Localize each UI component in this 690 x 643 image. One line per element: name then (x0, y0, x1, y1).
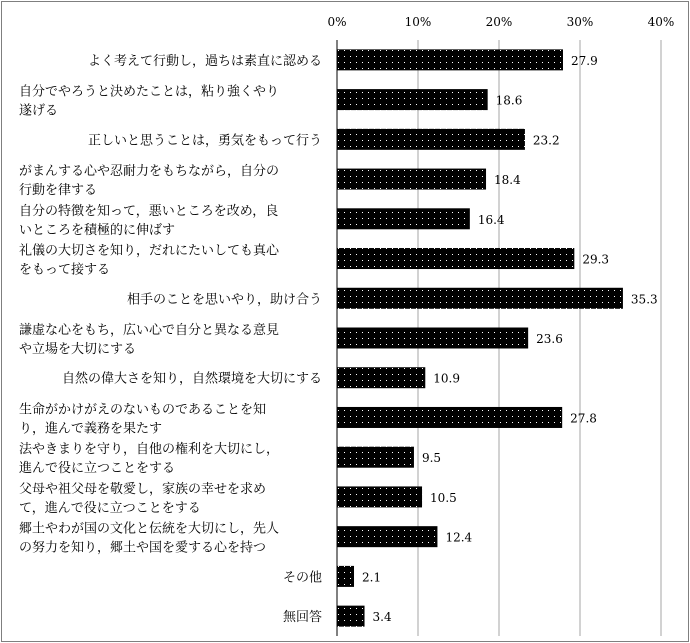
value-label-1: 18.6 (495, 93, 523, 108)
value-label-13: 2.1 (362, 570, 382, 585)
x-axis-ticks (327, 15, 674, 29)
value-label-12: 12.4 (445, 530, 473, 545)
category-label-13 (283, 570, 322, 585)
category-label-7-line-1: や立場を大切にする (19, 342, 137, 357)
category-label-13-line-0: その他 (282, 570, 322, 586)
category-label-14 (283, 610, 322, 625)
category-label-14-line-0: 無回答 (282, 610, 322, 626)
value-label-14: 3.4 (372, 610, 392, 625)
category-label-1 (19, 84, 279, 119)
value-label-7: 23.6 (536, 332, 563, 346)
bar-4 (337, 208, 470, 229)
bar-0 (337, 49, 563, 70)
category-label-5 (19, 243, 280, 278)
bar-9 (337, 407, 562, 428)
value-label-0: 27.9 (570, 53, 598, 68)
category-label-6 (127, 291, 322, 307)
bar-8 (337, 367, 425, 388)
category-label-4 (19, 203, 278, 238)
category-label-10-line-1: 進んで役に立つことをする (19, 461, 176, 477)
category-label-9-line-0: 生命がかけがえのないものであることを知 (19, 402, 267, 418)
value-label-5: 29.3 (582, 252, 610, 267)
bar-1 (337, 89, 488, 110)
bar-6 (337, 288, 623, 309)
category-label-10 (19, 441, 279, 476)
value-label-4: 16.4 (477, 212, 505, 227)
category-label-5-line-0: 礼儀の大切さを知り，だれにたいしても真心 (19, 243, 280, 259)
category-label-11-line-0: 父母や祖父母を敬愛し，家族の幸せを求め (19, 481, 267, 497)
category-label-4-line-0: 自分の特徴を知って，悪いところを改め，良 (19, 203, 279, 219)
value-label-2: 23.2 (532, 133, 560, 148)
category-label-1-line-0: 自分でやろうと決めたことは，粘り強くやり (19, 84, 280, 100)
category-label-2-line-0: 正しいと思うことは，勇気をもって行う (87, 133, 322, 149)
value-label-10: 9.5 (421, 451, 442, 466)
bar-10 (337, 447, 414, 468)
x-tick-label-20: 20% (485, 15, 513, 29)
category-label-2 (88, 133, 322, 148)
category-label-9-line-1: り，進んで義務を果たす (19, 421, 163, 437)
value-label-11: 10.5 (430, 490, 457, 505)
category-label-9 (19, 401, 266, 436)
value-label-9: 27.8 (570, 411, 597, 426)
bar-13 (337, 566, 354, 587)
category-label-11-line-1: て，進んで役に立つことをする (19, 500, 201, 516)
category-label-12-line-1: の努力を知り，郷土や国を愛する心を持つ (19, 540, 267, 556)
category-label-3 (19, 163, 279, 198)
category-label-0 (88, 53, 322, 69)
bar-3 (337, 169, 486, 190)
value-label-3: 18.4 (494, 173, 521, 188)
value-label-6: 35.3 (630, 292, 658, 307)
value-label-8: 10.9 (433, 371, 461, 386)
category-label-7 (19, 322, 279, 357)
category-label-0-line-0: よく考えて行動し，過ちは素直に認める (87, 53, 322, 69)
x-tick-label-0: 0% (327, 15, 347, 29)
category-labels (19, 53, 322, 625)
bar-2 (337, 129, 525, 150)
category-label-12 (19, 521, 279, 556)
category-label-12-line-0: 郷土やわが国の文化と伝統を大切にし，先人 (19, 521, 280, 537)
category-label-11 (19, 481, 266, 516)
category-label-4-line-1: いところを積極的に伸ばす (19, 222, 176, 238)
category-label-10-line-0: 法やきまりを守り，自他の権利を大切にし， (19, 442, 280, 458)
x-tick-label-30: 30% (566, 15, 594, 29)
bar-14 (337, 606, 365, 627)
bar-11 (337, 486, 422, 507)
bar-7 (337, 328, 528, 349)
category-label-7-line-0: 謙虚な心をもち，広い心で自分と異なる意見 (19, 323, 280, 338)
x-tick-label-10: 10% (404, 15, 432, 29)
category-label-5-line-1: をもって接する (19, 262, 111, 278)
category-label-8 (62, 371, 322, 387)
category-label-3-line-1: 行動を律する (19, 183, 98, 199)
x-tick-label-40: 40% (647, 15, 675, 29)
category-label-6-line-0: 相手のことを思いやり，助け合う (126, 292, 322, 308)
category-label-3-line-0: がまんする心や忍耐力をもちながら，自分の (19, 164, 280, 180)
bar-12 (337, 526, 437, 547)
category-label-8-line-0: 自然の偉大さを知り，自然環境を大切にする (61, 371, 322, 387)
bar-5 (337, 248, 574, 269)
category-label-1-line-1: 遂げる (19, 103, 59, 119)
